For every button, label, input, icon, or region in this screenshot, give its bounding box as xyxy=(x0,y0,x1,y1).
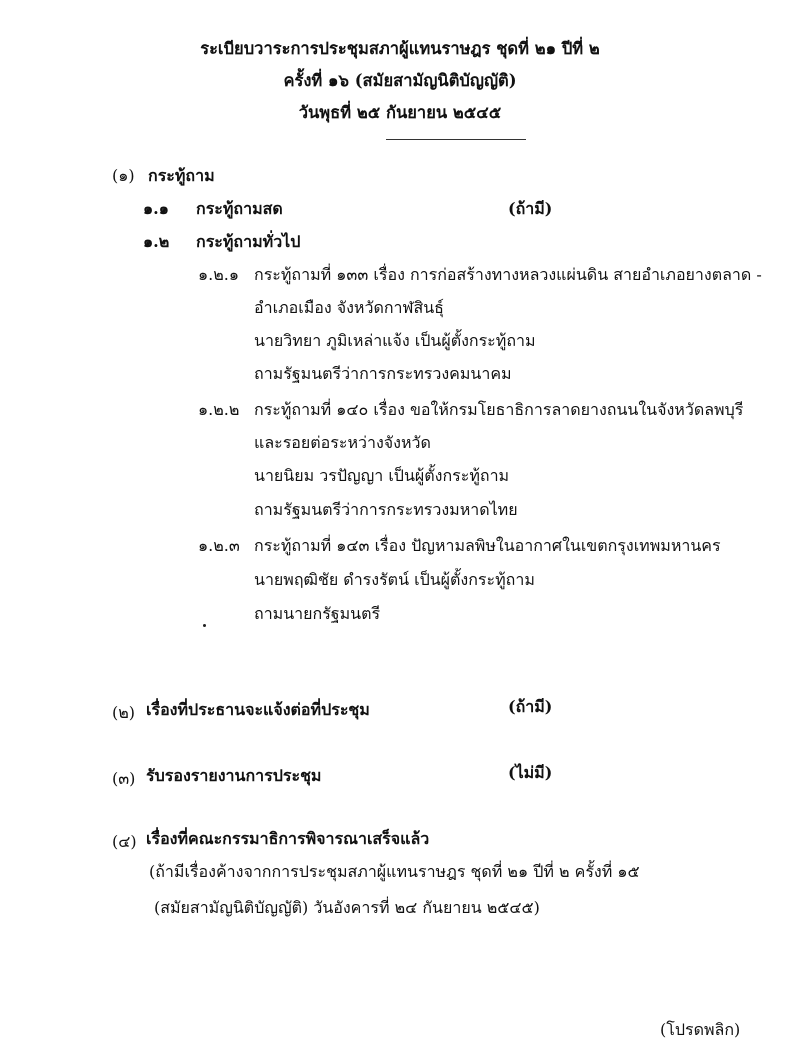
section1-number: (๑) xyxy=(112,166,135,185)
header-divider xyxy=(386,139,526,140)
section1-2-number: ๑.๒ xyxy=(143,232,170,251)
section3-number: (๓) xyxy=(112,769,136,788)
section2-title: เรื่องที่ประธานจะแจ้งต่อที่ประชุม xyxy=(146,700,370,719)
section4-note: (ถ้ามีเรื่องค้างจากการประชุมสภาผู้แทนราษฎร ชุดที่ ๒๑ ปีที่ ๒ ครั้งที่ ๑๕ xyxy=(149,862,640,881)
turn-over-note: (โปรดพลิก) xyxy=(660,1020,741,1039)
meeting-date: วันพุธที่ ๒๕ กันยายน ๒๕๔๕ xyxy=(298,103,502,122)
section2-number: (๒) xyxy=(112,703,136,722)
item-1-2-1-number: ๑.๒.๑ xyxy=(198,265,240,284)
item-1-2-2-line: กระทู้ถามที่ ๑๔๐ เรื่อง ขอให้กรมโยธาธิการลาดยางถนนในจังหวัดลพบุรี xyxy=(254,400,744,419)
item-1-2-1-line: ถามรัฐมนตรีว่าการกระทรวงคมนาคม xyxy=(254,364,512,383)
item-1-2-3-line: กระทู้ถามที่ ๑๔๓ เรื่อง ปัญหามลพิษในอากาศในเขตกรุงเทพมหานคร xyxy=(254,536,721,555)
item-1-2-2-line: และรอยต่อระหว่างจังหวัด xyxy=(254,433,431,452)
item-1-2-3-number: ๑.๒.๓ xyxy=(198,536,240,555)
session-number: ครั้งที่ ๑๖ (สมัยสามัญนิติบัญญัติ) xyxy=(283,71,517,90)
section4-title: เรื่องที่คณะกรรมาธิการพิจารณาเสร็จแล้ว xyxy=(146,829,430,848)
item-1-2-1-line: นายวิทยา ภูมิเหล่าแจ้ง เป็นผู้ตั้งกระทู้ถาม xyxy=(254,331,536,350)
item-1-2-1-line: กระทู้ถามที่ ๑๓๓ เรื่อง การก่อสร้างทางหลวงแผ่นดิน สายอำเภอยางตลาด - xyxy=(254,265,762,284)
section1-1-number: ๑.๑ xyxy=(143,199,169,218)
section3-title: รับรองรายงานการประชุม xyxy=(146,766,322,785)
item-1-2-2-number: ๑.๒.๒ xyxy=(198,400,240,419)
section1-1-title: กระทู้ถามสด xyxy=(196,199,283,218)
item-1-2-1-line: อำเภอเมือง จังหวัดกาฬสินธุ์ xyxy=(254,298,444,317)
item-1-2-3-line: ถามนายกรัฐมนตรี xyxy=(254,604,381,623)
section3-status: (ไม่มี) xyxy=(508,763,553,782)
item-1-2-2-line: ถามรัฐมนตรีว่าการกระทรวงมหาดไทย xyxy=(254,500,518,519)
section1-2-title: กระทู้ถามทั่วไป xyxy=(196,232,301,251)
section1-1-status: (ถ้ามี) xyxy=(508,199,553,218)
item-1-2-2-line: นายนิยม วรปัญญา เป็นผู้ตั้งกระทู้ถาม xyxy=(254,466,510,485)
item-1-2-3-line: นายพฤฒิชัย ดำรงรัตน์ เป็นผู้ตั้งกระทู้ถาม xyxy=(254,570,535,589)
section4-number: (๔) xyxy=(112,832,137,851)
stray-mark xyxy=(203,624,206,627)
section2-status: (ถ้ามี) xyxy=(508,697,553,716)
section1-title: กระทู้ถาม xyxy=(148,166,215,185)
agenda-title: ระเบียบวาระการประชุมสภาผู้แทนราษฎร ชุดที่ ๒๑ ปีที่ ๒ xyxy=(200,39,600,58)
section4-note: (สมัยสามัญนิติบัญญัติ) วันอังคารที่ ๒๔ กันยายน ๒๕๔๕) xyxy=(154,898,540,917)
